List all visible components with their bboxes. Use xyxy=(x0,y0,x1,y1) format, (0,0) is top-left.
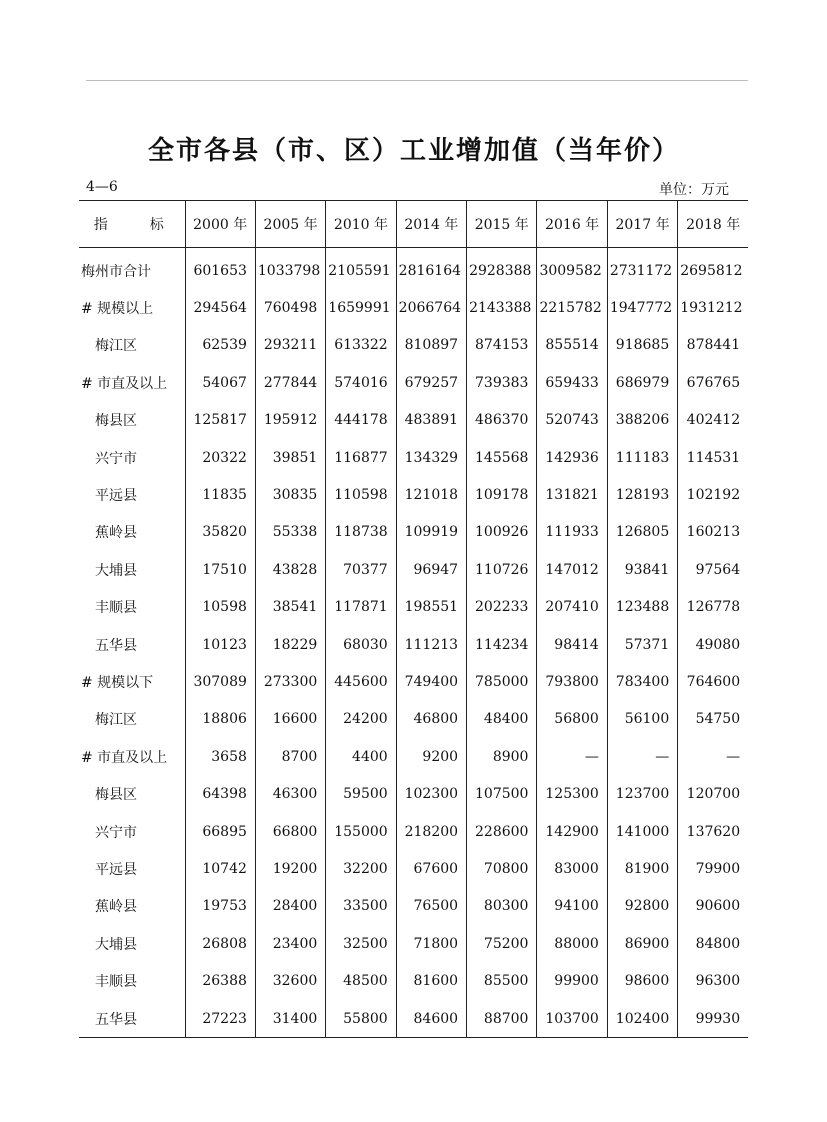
table-cell: 94100 xyxy=(537,888,607,925)
table-cell: 114531 xyxy=(678,439,748,476)
table-cell: 103700 xyxy=(537,1000,607,1038)
table-cell: 3009582 xyxy=(537,248,607,290)
table-row xyxy=(79,775,748,812)
table-cell: 123700 xyxy=(607,775,677,812)
table-cell: 218200 xyxy=(396,813,466,850)
table-cell: 67600 xyxy=(396,850,466,887)
table-cell: 84800 xyxy=(678,925,748,962)
table-cell: 48400 xyxy=(467,701,537,738)
table-cell: 26808 xyxy=(185,925,255,962)
table-row xyxy=(79,888,748,925)
column-header-year: 2018 年 xyxy=(678,201,748,248)
row-label: 平远县 xyxy=(81,488,137,505)
table-cell: 195912 xyxy=(255,402,325,439)
table-cell: 749400 xyxy=(396,663,466,700)
row-label: 蕉岭县 xyxy=(81,899,137,916)
table-cell: 57371 xyxy=(607,626,677,663)
table-cell: 918685 xyxy=(607,327,677,364)
table-cell: 55800 xyxy=(326,1000,396,1038)
row-label: 平远县 xyxy=(81,861,137,878)
table-row xyxy=(79,514,748,551)
table-cell: 102300 xyxy=(396,775,466,812)
column-header-year: 2000 年 xyxy=(185,201,255,248)
table-cell: 1947772 xyxy=(607,289,677,326)
table-cell: 2928388 xyxy=(467,248,537,290)
table-cell: 679257 xyxy=(396,364,466,401)
table-cell: 68030 xyxy=(326,626,396,663)
table-row xyxy=(79,850,748,887)
table-cell: 88000 xyxy=(537,925,607,962)
table-cell: 273300 xyxy=(255,663,325,700)
table-cell: 445600 xyxy=(326,663,396,700)
table-cell: 31400 xyxy=(255,1000,325,1038)
table-cell: 92800 xyxy=(607,888,677,925)
table-cell: 66800 xyxy=(255,813,325,850)
table-cell: 55338 xyxy=(255,514,325,551)
table-cell: 1659991 xyxy=(326,289,396,326)
table-cell: 116877 xyxy=(326,439,396,476)
table-cell: 160213 xyxy=(678,514,748,551)
table-cell: 2105591 xyxy=(326,248,396,290)
column-header-year: 2010 年 xyxy=(326,201,396,248)
table-row xyxy=(79,327,748,364)
table-cell: 48500 xyxy=(326,962,396,999)
table-cell: 98414 xyxy=(537,626,607,663)
table-row xyxy=(79,1000,748,1038)
table-cell: 810897 xyxy=(396,327,466,364)
table-cell: 33500 xyxy=(326,888,396,925)
table-cell: 46300 xyxy=(255,775,325,812)
table-header-row xyxy=(79,201,748,248)
table-cell: 20322 xyxy=(185,439,255,476)
table-cell: 574016 xyxy=(326,364,396,401)
table-cell: 601653 xyxy=(185,248,255,290)
table-cell: 114234 xyxy=(467,626,537,663)
table-cell: 128193 xyxy=(607,476,677,513)
table-cell: 23400 xyxy=(255,925,325,962)
table-cell: 80300 xyxy=(467,888,537,925)
table-cell: 739383 xyxy=(467,364,537,401)
row-label: 五华县 xyxy=(79,1000,185,1038)
table-cell: 99930 xyxy=(678,1000,748,1038)
table-cell: 109919 xyxy=(396,514,466,551)
table-cell: 760498 xyxy=(255,289,325,326)
row-label: 兴宁市 xyxy=(81,450,137,467)
table-cell: 874153 xyxy=(467,327,537,364)
table-cell: 49080 xyxy=(678,626,748,663)
table-cell: 71800 xyxy=(396,925,466,962)
table-cell: 83000 xyxy=(537,850,607,887)
table-cell: 4400 xyxy=(326,738,396,775)
row-label: 蕉岭县 xyxy=(81,525,137,542)
table-cell: 878441 xyxy=(678,327,748,364)
row-label: 梅江区 xyxy=(81,712,137,729)
table-cell: 145568 xyxy=(467,439,537,476)
table-cell: — xyxy=(607,738,677,775)
table-cell: 388206 xyxy=(607,402,677,439)
table-cell: 11835 xyxy=(185,476,255,513)
table-cell: 118738 xyxy=(326,514,396,551)
table-cell: 96947 xyxy=(396,551,466,588)
table-row xyxy=(79,364,748,401)
table-cell: 19753 xyxy=(185,888,255,925)
table-cell: — xyxy=(537,738,607,775)
table-cell: 483891 xyxy=(396,402,466,439)
table-cell: 142900 xyxy=(537,813,607,850)
table-cell: 126778 xyxy=(678,589,748,626)
table-cell: 98600 xyxy=(607,962,677,999)
table-cell: 125817 xyxy=(185,402,255,439)
table-cell: 110598 xyxy=(326,476,396,513)
table-cell: 137620 xyxy=(678,813,748,850)
table-cell: 43828 xyxy=(255,551,325,588)
row-label: # 规模以上 xyxy=(81,301,154,318)
row-label: 梅江区 xyxy=(81,338,137,355)
table-cell: 1033798 xyxy=(255,248,325,290)
table-cell: 486370 xyxy=(467,402,537,439)
table-cell: 8700 xyxy=(255,738,325,775)
table-cell: 307089 xyxy=(185,663,255,700)
column-header-year: 2005 年 xyxy=(255,201,325,248)
table-row xyxy=(79,738,748,775)
table-row xyxy=(79,925,748,962)
row-label: # 市直及以上 xyxy=(81,375,168,392)
table-cell: 123488 xyxy=(607,589,677,626)
table-cell: 855514 xyxy=(537,327,607,364)
table-cell: 676765 xyxy=(678,364,748,401)
table-cell: 110726 xyxy=(467,551,537,588)
table-cell: 686979 xyxy=(607,364,677,401)
table-cell: 54067 xyxy=(185,364,255,401)
column-header-year: 2017 年 xyxy=(607,201,677,248)
table-cell: 18229 xyxy=(255,626,325,663)
table-row xyxy=(79,476,748,513)
table-cell: 2066764 xyxy=(396,289,466,326)
table-cell: 96300 xyxy=(678,962,748,999)
table-cell: 444178 xyxy=(326,402,396,439)
row-label: 梅州市合计 xyxy=(81,263,151,280)
table-cell: 32500 xyxy=(326,925,396,962)
table-cell: 2695812 xyxy=(678,248,748,290)
table-cell: 402412 xyxy=(678,402,748,439)
table-cell: 56800 xyxy=(537,701,607,738)
table-cell: 102192 xyxy=(678,476,748,513)
table-row xyxy=(79,402,748,439)
table-cell: 16600 xyxy=(255,701,325,738)
table-cell: 62539 xyxy=(185,327,255,364)
unit-label: 单位：万元 xyxy=(659,182,729,198)
table-cell: 125300 xyxy=(537,775,607,812)
row-label: 五华县 xyxy=(81,637,137,654)
row-label: 兴宁市 xyxy=(81,824,137,841)
table-cell: 32600 xyxy=(255,962,325,999)
table-row xyxy=(79,663,748,700)
table-row xyxy=(79,289,748,326)
table-cell: 131821 xyxy=(537,476,607,513)
table-cell: 764600 xyxy=(678,663,748,700)
table-cell: 10123 xyxy=(185,626,255,663)
table-cell: 520743 xyxy=(537,402,607,439)
table-cell: 2816164 xyxy=(396,248,466,290)
table-cell: 18806 xyxy=(185,701,255,738)
row-label: # 市直及以上 xyxy=(81,749,168,766)
table-cell: 59500 xyxy=(326,775,396,812)
table-row xyxy=(79,248,748,290)
table-cell: 126805 xyxy=(607,514,677,551)
table-cell: 141000 xyxy=(607,813,677,850)
table-cell: 2143388 xyxy=(467,289,537,326)
table-row xyxy=(79,962,748,999)
table-cell: 97564 xyxy=(678,551,748,588)
table-cell: 198551 xyxy=(396,589,466,626)
table-cell: 2215782 xyxy=(537,289,607,326)
table-cell: 9200 xyxy=(396,738,466,775)
table-cell: 117871 xyxy=(326,589,396,626)
table-cell: 64398 xyxy=(185,775,255,812)
table-cell: 107500 xyxy=(467,775,537,812)
table-cell: 99900 xyxy=(537,962,607,999)
table-cell: 90600 xyxy=(678,888,748,925)
table-cell: 134329 xyxy=(396,439,466,476)
table-cell: 17510 xyxy=(185,551,255,588)
table-cell: 79900 xyxy=(678,850,748,887)
table-cell: 28400 xyxy=(255,888,325,925)
page-title: 全市各县（市、区）工业增加值（当年价） xyxy=(147,136,680,166)
row-label: 梅县区 xyxy=(81,413,137,430)
table-cell: 84600 xyxy=(396,1000,466,1038)
table-cell: 783400 xyxy=(607,663,677,700)
table-number: 4—6 xyxy=(86,179,118,195)
table-cell: 8900 xyxy=(467,738,537,775)
table-cell: 3658 xyxy=(185,738,255,775)
table-cell: 81600 xyxy=(396,962,466,999)
column-header-year: 2016 年 xyxy=(537,201,607,248)
table-row xyxy=(79,813,748,850)
table-cell: 27223 xyxy=(185,1000,255,1038)
table-cell: 35820 xyxy=(185,514,255,551)
table-cell: 56100 xyxy=(607,701,677,738)
table-cell: 46800 xyxy=(396,701,466,738)
table-cell: 19200 xyxy=(255,850,325,887)
table-cell: 75200 xyxy=(467,925,537,962)
column-header-indicator: 指 标 xyxy=(79,201,185,248)
row-label: 丰顺县 xyxy=(81,600,137,617)
row-label: 大埔县 xyxy=(81,562,137,579)
table-cell: 111183 xyxy=(607,439,677,476)
table-cell: 142936 xyxy=(537,439,607,476)
table-cell: 85500 xyxy=(467,962,537,999)
row-label: 大埔县 xyxy=(81,936,137,953)
table-cell: 109178 xyxy=(467,476,537,513)
table-row xyxy=(79,701,748,738)
table-cell: 2731172 xyxy=(607,248,677,290)
table-cell: 613322 xyxy=(326,327,396,364)
table-cell: 147012 xyxy=(537,551,607,588)
table-cell: 785000 xyxy=(467,663,537,700)
table-cell: 30835 xyxy=(255,476,325,513)
table-cell: 10598 xyxy=(185,589,255,626)
table-cell: 39851 xyxy=(255,439,325,476)
column-header-year: 2014 年 xyxy=(396,201,466,248)
table-cell: 207410 xyxy=(537,589,607,626)
table-row xyxy=(79,551,748,588)
table-cell: 100926 xyxy=(467,514,537,551)
table-cell: 54750 xyxy=(678,701,748,738)
table-cell: 294564 xyxy=(185,289,255,326)
header-rule xyxy=(86,80,748,81)
table-cell: 120700 xyxy=(678,775,748,812)
table-cell: 102400 xyxy=(607,1000,677,1038)
table-cell: 659433 xyxy=(537,364,607,401)
row-label: # 规模以下 xyxy=(81,674,154,691)
column-header-year: 2015 年 xyxy=(467,201,537,248)
table-cell: 111933 xyxy=(537,514,607,551)
table-cell: 70800 xyxy=(467,850,537,887)
table-cell: 66895 xyxy=(185,813,255,850)
table-row xyxy=(79,589,748,626)
table-cell: 10742 xyxy=(185,850,255,887)
table-cell: — xyxy=(678,738,748,775)
table-cell: 228600 xyxy=(467,813,537,850)
table-cell: 70377 xyxy=(326,551,396,588)
table-cell: 86900 xyxy=(607,925,677,962)
table-cell: 93841 xyxy=(607,551,677,588)
table-cell: 155000 xyxy=(326,813,396,850)
table-cell: 81900 xyxy=(607,850,677,887)
table-row xyxy=(79,626,748,663)
data-table xyxy=(79,200,748,1038)
table-cell: 88700 xyxy=(467,1000,537,1038)
table-cell: 24200 xyxy=(326,701,396,738)
table-cell: 38541 xyxy=(255,589,325,626)
table-cell: 277844 xyxy=(255,364,325,401)
table-cell: 76500 xyxy=(396,888,466,925)
row-label: 丰顺县 xyxy=(81,974,137,991)
table-cell: 293211 xyxy=(255,327,325,364)
table-body xyxy=(79,248,748,1038)
table-cell: 1931212 xyxy=(678,289,748,326)
table-cell: 121018 xyxy=(396,476,466,513)
table-cell: 32200 xyxy=(326,850,396,887)
table-row xyxy=(79,439,748,476)
row-label: 梅县区 xyxy=(81,787,137,804)
table-cell: 793800 xyxy=(537,663,607,700)
table-cell: 26388 xyxy=(185,962,255,999)
table-cell: 202233 xyxy=(467,589,537,626)
table-cell: 111213 xyxy=(396,626,466,663)
